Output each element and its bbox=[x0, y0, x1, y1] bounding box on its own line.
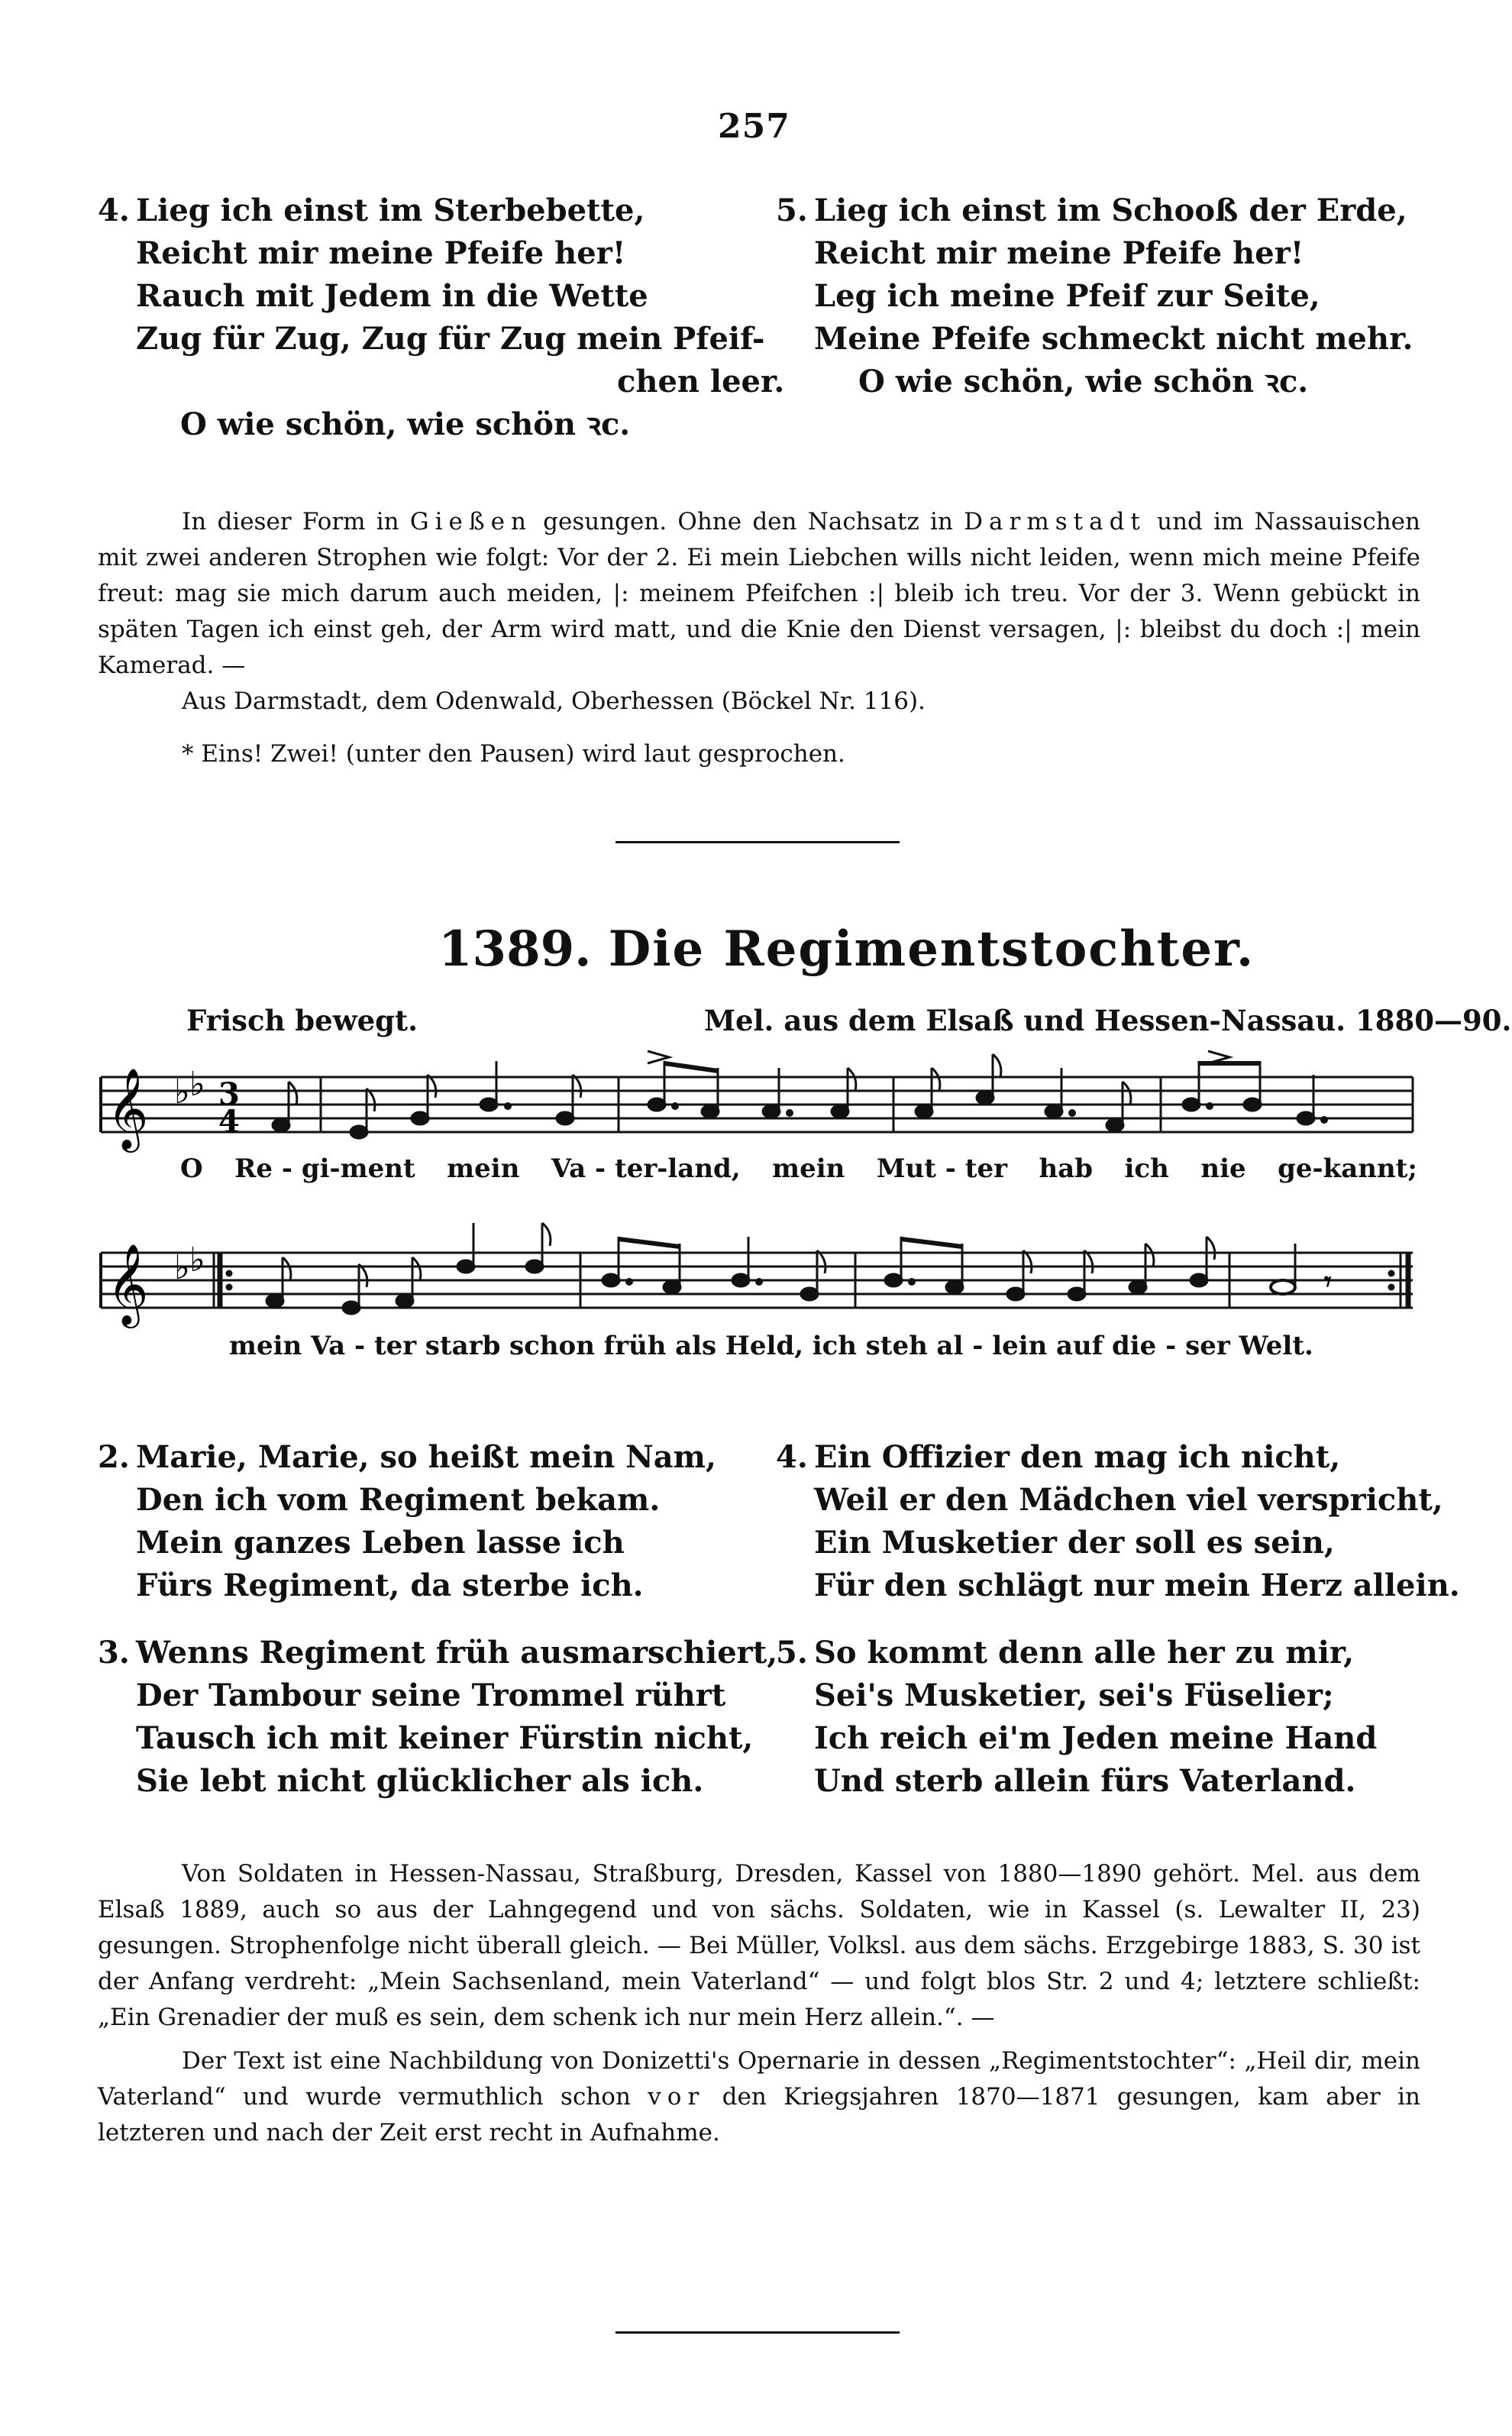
verse-line: chen leer. bbox=[617, 364, 785, 400]
note-text: den Kriegsjahren 1870—1871 gesungen, kam aber in letzteren und nach der Zeit erst recht in Aufnahme. bbox=[98, 2083, 1420, 2146]
stanza-number: 2. bbox=[98, 1439, 130, 1475]
verse-line: Für den schlägt nur mein Herz allein. bbox=[814, 1567, 1460, 1603]
note-place-gießen: Gießen bbox=[409, 508, 532, 535]
lyric-syllable: ge- bbox=[1278, 1153, 1323, 1184]
verse-line: Lieg ich einst im Schooß der Erde, bbox=[814, 192, 1407, 228]
song-title: Die Regimentstochter. bbox=[608, 920, 1255, 978]
song-heading bbox=[438, 920, 1255, 978]
note-paragraph: Von Soldaten in Hessen-Nassau, Straßburg, Dresden, Kassel von 1880—1890 gehört. Mel. aus dem Elsaß 1889, auch so aus der Lahngegend und von sächs. Soldaten, wie in Kassel (s. Lewalter II, 23) gesungen. Strophenfolge nicht überall gleich. — Bei Müller, Volksl. aus dem sächs. Erzgebirge 1883, S. 30 ist der Anfang verdreht: „Mein Sachsenland, mein Vaterland“ — und folgt blos Str. 2 und 4; letztere schließt: „Ein Grenadier der muß es sein, dem schenk ich nur mein Herz allein.“. — bbox=[98, 1860, 1420, 2031]
lyric-syllable: ter bbox=[964, 1153, 1008, 1184]
verse-line: Ein Musketier der soll es sein, bbox=[814, 1525, 1335, 1561]
lyric-syllable: ich bbox=[1124, 1153, 1169, 1184]
verse-line: Ein Offizier den mag ich nicht, bbox=[814, 1439, 1341, 1475]
lyric-hyphen: - bbox=[329, 1153, 341, 1184]
lyric-syllable: die bbox=[1111, 1331, 1157, 1361]
note-text: und im Nassauischen mit zwei anderen Strophen wie folgt: Vor der 2. Ei mein Liebchen wills nicht leiden, wenn mich meine Pfeife freut: mag sie mich darum auch meiden, |: meinem Pfeifchen :| bleib ich treu. Vor der 3. Wenn gebückt in späten Tagen ich einst geh, der Arm wird matt, und die Knie den Dienst versagen, |: bleibst du doch :| mein Kamerad. — bbox=[98, 508, 1420, 679]
stanza-4-top bbox=[98, 189, 785, 446]
lyric-syllable: land, bbox=[667, 1153, 741, 1184]
separator-rule bbox=[615, 2331, 900, 2334]
commentary-note-1 bbox=[98, 504, 1420, 772]
verse-line: Sie lebt nicht glücklicher als ich. bbox=[136, 1763, 704, 1799]
lyric-syllable: Welt. bbox=[1239, 1331, 1313, 1361]
flat-icon: ♭ bbox=[189, 1241, 205, 1279]
lyric-syllable: mein bbox=[229, 1331, 302, 1361]
verse-line: O wie schön, wie schön ꝛc. bbox=[180, 406, 631, 442]
stanza-2 bbox=[98, 1436, 770, 1607]
verse-line: Tausch ich mit keiner Fürstin nicht, bbox=[136, 1720, 754, 1756]
verse-line: Der Tambour seine Trommel rührt bbox=[136, 1677, 726, 1713]
verse-line: Reicht mir meine Pfeife her! bbox=[814, 235, 1304, 271]
lyric-syllable: ich bbox=[812, 1331, 858, 1361]
stanza-5-top bbox=[776, 189, 1433, 403]
verse-line: Und sterb allein fürs Vaterland. bbox=[814, 1763, 1356, 1799]
verse-line: Wenns Regiment früh ausmarschiert, bbox=[136, 1635, 778, 1671]
song-number: 1389. bbox=[438, 920, 592, 978]
note-source: Aus Darmstadt, dem Odenwald, Oberhessen (Böckel Nr. 116). bbox=[182, 687, 926, 715]
lyric-syllable: starb bbox=[425, 1331, 501, 1361]
lyric-syllable: Mut bbox=[876, 1153, 936, 1184]
verse-line: Mein ganzes Leben lasse ich bbox=[136, 1525, 625, 1561]
stanza-number: 5. bbox=[776, 1635, 808, 1671]
notes-staff-1 bbox=[273, 1054, 1327, 1138]
lyric-hyphen: - bbox=[1165, 1331, 1177, 1361]
lyric-syllable: Re bbox=[234, 1153, 273, 1184]
note-footnote: * Eins! Zwei! (unter den Pausen) wird laut gesprochen. bbox=[182, 740, 845, 768]
verse-line: Zug für Zug, Zug für Zug mein Pfeif- bbox=[136, 321, 765, 357]
note-text-spaced: vor bbox=[648, 2083, 706, 2111]
staff-1-lyrics bbox=[180, 1153, 1417, 1184]
lyric-syllable: hab bbox=[1039, 1153, 1094, 1184]
verse-line: Weil er den Mädchen viel verspricht, bbox=[814, 1482, 1443, 1518]
lyric-hyphen: - bbox=[354, 1331, 366, 1361]
time-signature-bottom: 4 bbox=[218, 1104, 240, 1140]
eighth-rest-icon: 𝄾 bbox=[1324, 1266, 1332, 1298]
melody-source: Mel. aus dem Elsaß und Hessen-Nassau. 1880—90. bbox=[704, 1004, 1512, 1037]
lyric-syllable: mein bbox=[772, 1153, 845, 1184]
verse-line: Fürs Regiment, da sterbe ich. bbox=[136, 1567, 644, 1603]
treble-clef-icon: 𝄞 bbox=[107, 1067, 149, 1149]
stanza-3 bbox=[98, 1632, 778, 1803]
treble-clef-icon: 𝄞 bbox=[107, 1243, 149, 1325]
lyric-syllable: gi bbox=[301, 1153, 330, 1184]
verse-line: Meine Pfeife schmeckt nicht mehr. bbox=[814, 321, 1413, 357]
lyric-hyphen: - bbox=[281, 1153, 292, 1184]
note-text: gesungen. Ohne den Nachsatz in bbox=[531, 508, 964, 535]
lyric-syllable: als bbox=[675, 1331, 717, 1361]
verse-line: Ich reich ei'm Jeden meine Hand bbox=[814, 1720, 1378, 1756]
time-signature-top: 3 bbox=[218, 1076, 240, 1112]
lyric-syllable: ser bbox=[1185, 1331, 1230, 1361]
page-number: 257 bbox=[718, 107, 790, 146]
lyric-syllable: Va bbox=[310, 1331, 346, 1361]
lyric-hyphen: - bbox=[595, 1153, 606, 1184]
notes-staff-2 bbox=[267, 1223, 1295, 1314]
verse-line: Sei's Musketier, sei's Füselier; bbox=[814, 1677, 1334, 1713]
note-place-darmstadt: Darmstadt bbox=[964, 508, 1146, 535]
flat-icon: ♭ bbox=[189, 1065, 205, 1104]
lyric-hyphen: - bbox=[657, 1153, 668, 1184]
tempo-marking: Frisch bewegt. bbox=[186, 1004, 418, 1037]
lyric-syllable: Held, bbox=[725, 1331, 804, 1361]
verse-line: Den ich vom Regiment bekam. bbox=[136, 1482, 661, 1518]
lyric-syllable: ment bbox=[340, 1153, 415, 1184]
lyric-syllable: Va bbox=[551, 1153, 586, 1184]
lyric-syllable: früh bbox=[603, 1331, 667, 1361]
lyric-syllable: lein bbox=[992, 1331, 1048, 1361]
commentary-note-2 bbox=[98, 1856, 1420, 2151]
stanza-number: 5. bbox=[776, 192, 808, 228]
lyric-hyphen: - bbox=[972, 1331, 984, 1361]
verse-line: Lieg ich einst im Sterbebette, bbox=[136, 192, 645, 228]
lyric-syllable: O bbox=[180, 1153, 203, 1184]
note-text: Der Text ist eine Nachbildung von Donizetti's Opernarie in dessen „Regimentstochter“: „Heil dir, mein Vaterland“ und wurde vermuthlich schon bbox=[98, 2047, 1420, 2111]
verse-line: O wie schön, wie schön ꝛc. bbox=[858, 364, 1309, 400]
verse-line: Rauch mit Jedem in die Wette bbox=[136, 278, 648, 314]
verse-line: Reicht mir meine Pfeife her! bbox=[136, 235, 626, 271]
stanza-5 bbox=[776, 1632, 1448, 1803]
stanza-4 bbox=[776, 1436, 1460, 1607]
note-text: In dieser Form in bbox=[182, 508, 410, 535]
lyric-syllable: nie bbox=[1200, 1153, 1246, 1184]
lyric-syllable: al bbox=[936, 1331, 964, 1361]
lyric-syllable: schon bbox=[509, 1331, 595, 1361]
lyric-syllable: mein bbox=[447, 1153, 520, 1184]
lyric-syllable: ter bbox=[373, 1331, 417, 1361]
stanza-number: 4. bbox=[98, 192, 130, 228]
lyric-syllable: kannt; bbox=[1323, 1153, 1417, 1184]
flat-icon: ♭ bbox=[174, 1072, 190, 1111]
staff-2-lyrics bbox=[229, 1331, 1313, 1361]
verse-line: So kommt denn alle her zu mir, bbox=[814, 1635, 1354, 1671]
lyric-hyphen: - bbox=[945, 1153, 956, 1184]
verse-line: Marie, Marie, so heißt mein Nam, bbox=[136, 1439, 716, 1475]
stanza-number: 4. bbox=[776, 1439, 808, 1475]
separator-rule bbox=[615, 841, 900, 843]
verse-line: Leg ich meine Pfeif zur Seite, bbox=[814, 278, 1320, 314]
lyric-syllable: ter bbox=[615, 1153, 657, 1184]
flat-icon: ♭ bbox=[174, 1248, 190, 1287]
stanza-number: 3. bbox=[98, 1635, 130, 1671]
lyric-syllable: steh bbox=[865, 1331, 928, 1361]
lyric-syllable: auf bbox=[1055, 1331, 1103, 1361]
